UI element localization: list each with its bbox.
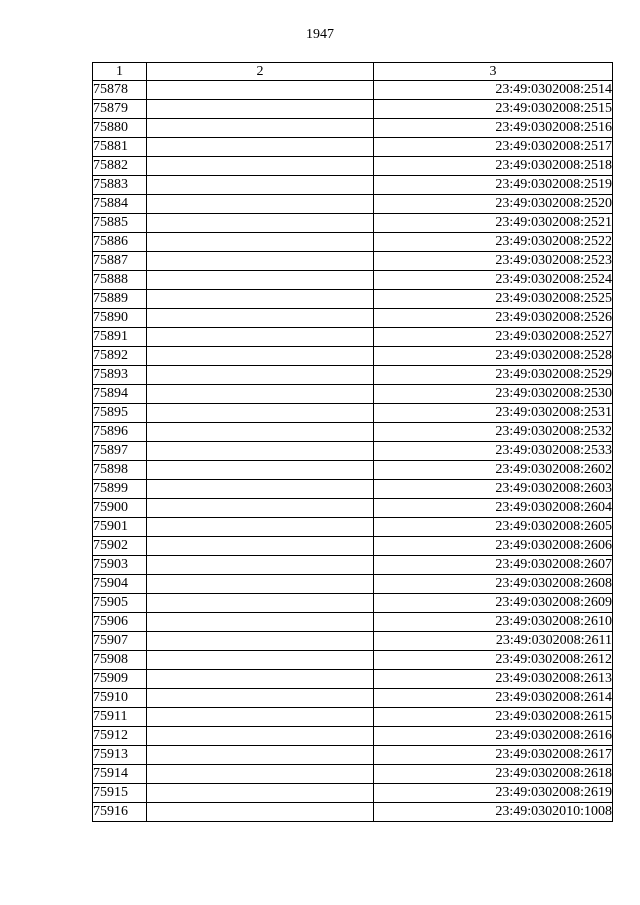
row-number-cell: 75904 bbox=[93, 575, 147, 594]
table-row bbox=[93, 765, 613, 784]
table-row bbox=[93, 480, 613, 499]
table-row bbox=[93, 423, 613, 442]
table-row bbox=[93, 575, 613, 594]
row-number-cell: 75891 bbox=[93, 328, 147, 347]
row-blank-cell bbox=[147, 632, 374, 651]
row-blank-cell bbox=[147, 575, 374, 594]
row-number-cell: 75879 bbox=[93, 100, 147, 119]
cadastral-number-cell: 23:49:0302008:2522 bbox=[374, 233, 613, 252]
row-blank-cell bbox=[147, 119, 374, 138]
table-row bbox=[93, 176, 613, 195]
row-blank-cell bbox=[147, 556, 374, 575]
table-row bbox=[93, 613, 613, 632]
row-number-cell: 75907 bbox=[93, 632, 147, 651]
row-number-cell: 75885 bbox=[93, 214, 147, 233]
table-row bbox=[93, 404, 613, 423]
row-number-cell: 75905 bbox=[93, 594, 147, 613]
table-row bbox=[93, 784, 613, 803]
row-number-cell: 75889 bbox=[93, 290, 147, 309]
table-row bbox=[93, 651, 613, 670]
row-blank-cell bbox=[147, 328, 374, 347]
row-blank-cell bbox=[147, 689, 374, 708]
row-number-cell: 75915 bbox=[93, 784, 147, 803]
row-number-cell: 75882 bbox=[93, 157, 147, 176]
row-number-cell: 75901 bbox=[93, 518, 147, 537]
row-number-cell: 75880 bbox=[93, 119, 147, 138]
row-blank-cell bbox=[147, 518, 374, 537]
cadastral-number-cell: 23:49:0302008:2524 bbox=[374, 271, 613, 290]
cadastral-number-cell: 23:49:0302008:2520 bbox=[374, 195, 613, 214]
row-number-cell: 75898 bbox=[93, 461, 147, 480]
cadastral-number-cell: 23:49:0302008:2604 bbox=[374, 499, 613, 518]
row-blank-cell bbox=[147, 651, 374, 670]
cadastral-number-cell: 23:49:0302008:2618 bbox=[374, 765, 613, 784]
row-number-cell: 75895 bbox=[93, 404, 147, 423]
cadastral-number-cell: 23:49:0302008:2611 bbox=[374, 632, 613, 651]
row-blank-cell bbox=[147, 290, 374, 309]
row-number-cell: 75878 bbox=[93, 81, 147, 100]
row-number-cell: 75896 bbox=[93, 423, 147, 442]
row-number-cell: 75903 bbox=[93, 556, 147, 575]
cadastral-number-cell: 23:49:0302008:2612 bbox=[374, 651, 613, 670]
row-number-cell: 75893 bbox=[93, 366, 147, 385]
cadastral-number-cell: 23:49:0302008:2605 bbox=[374, 518, 613, 537]
row-blank-cell bbox=[147, 404, 374, 423]
cadastral-number-cell: 23:49:0302008:2515 bbox=[374, 100, 613, 119]
table-row bbox=[93, 290, 613, 309]
row-number-cell: 75887 bbox=[93, 252, 147, 271]
cadastral-number-cell: 23:49:0302008:2616 bbox=[374, 727, 613, 746]
table-row bbox=[93, 670, 613, 689]
row-blank-cell bbox=[147, 138, 374, 157]
table-row bbox=[93, 632, 613, 651]
table-row bbox=[93, 708, 613, 727]
column-header-1: 1 bbox=[93, 63, 147, 81]
row-number-cell: 75894 bbox=[93, 385, 147, 404]
table-row bbox=[93, 499, 613, 518]
row-number-cell: 75890 bbox=[93, 309, 147, 328]
row-number-cell: 75916 bbox=[93, 803, 147, 822]
table-row bbox=[93, 803, 613, 822]
table-row bbox=[93, 252, 613, 271]
table-row bbox=[93, 385, 613, 404]
row-number-cell: 75912 bbox=[93, 727, 147, 746]
table-row bbox=[93, 347, 613, 366]
row-number-cell: 75908 bbox=[93, 651, 147, 670]
table-row bbox=[93, 594, 613, 613]
cadastral-number-cell: 23:49:0302008:2606 bbox=[374, 537, 613, 556]
row-blank-cell bbox=[147, 480, 374, 499]
cadastral-number-cell: 23:49:0302008:2516 bbox=[374, 119, 613, 138]
row-blank-cell bbox=[147, 594, 374, 613]
header-row bbox=[93, 63, 613, 81]
row-number-cell: 75884 bbox=[93, 195, 147, 214]
cadastral-number-cell: 23:49:0302008:2528 bbox=[374, 347, 613, 366]
cadastral-number-cell: 23:49:0302008:2530 bbox=[374, 385, 613, 404]
table-row bbox=[93, 157, 613, 176]
row-number-cell: 75892 bbox=[93, 347, 147, 366]
row-blank-cell bbox=[147, 708, 374, 727]
cadastral-number-cell: 23:49:0302008:2531 bbox=[374, 404, 613, 423]
table-row bbox=[93, 328, 613, 347]
cadastral-number-cell: 23:49:0302008:2610 bbox=[374, 613, 613, 632]
cadastral-number-cell: 23:49:0302008:2614 bbox=[374, 689, 613, 708]
row-blank-cell bbox=[147, 784, 374, 803]
cadastral-number-cell: 23:49:0302008:2523 bbox=[374, 252, 613, 271]
row-number-cell: 75909 bbox=[93, 670, 147, 689]
cadastral-number-cell: 23:49:0302008:2608 bbox=[374, 575, 613, 594]
row-blank-cell bbox=[147, 309, 374, 328]
row-blank-cell bbox=[147, 214, 374, 233]
table-row bbox=[93, 81, 613, 100]
cadastral-number-cell: 23:49:0302008:2603 bbox=[374, 480, 613, 499]
row-number-cell: 75902 bbox=[93, 537, 147, 556]
table-row bbox=[93, 138, 613, 157]
table-row bbox=[93, 100, 613, 119]
table-row bbox=[93, 195, 613, 214]
row-blank-cell bbox=[147, 176, 374, 195]
cadastral-number-cell: 23:49:0302008:2602 bbox=[374, 461, 613, 480]
cadastral-number-cell: 23:49:0302008:2613 bbox=[374, 670, 613, 689]
row-number-cell: 75911 bbox=[93, 708, 147, 727]
table-row bbox=[93, 271, 613, 290]
cadastral-number-cell: 23:49:0302008:2518 bbox=[374, 157, 613, 176]
cadastral-number-cell: 23:49:0302008:2525 bbox=[374, 290, 613, 309]
table-row bbox=[93, 518, 613, 537]
row-number-cell: 75899 bbox=[93, 480, 147, 499]
row-blank-cell bbox=[147, 233, 374, 252]
row-blank-cell bbox=[147, 347, 374, 366]
row-blank-cell bbox=[147, 442, 374, 461]
row-blank-cell bbox=[147, 81, 374, 100]
row-blank-cell bbox=[147, 385, 374, 404]
table-row bbox=[93, 119, 613, 138]
cadastral-number-cell: 23:49:0302008:2533 bbox=[374, 442, 613, 461]
row-number-cell: 75883 bbox=[93, 176, 147, 195]
cadastral-number-cell: 23:49:0302008:2526 bbox=[374, 309, 613, 328]
cadastral-number-cell: 23:49:0302008:2607 bbox=[374, 556, 613, 575]
registry-table bbox=[92, 62, 613, 822]
row-blank-cell bbox=[147, 271, 374, 290]
row-blank-cell bbox=[147, 195, 374, 214]
row-blank-cell bbox=[147, 461, 374, 480]
cadastral-number-cell: 23:49:0302008:2529 bbox=[374, 366, 613, 385]
row-blank-cell bbox=[147, 727, 374, 746]
table-body bbox=[93, 81, 613, 822]
table-row bbox=[93, 746, 613, 765]
row-blank-cell bbox=[147, 670, 374, 689]
row-blank-cell bbox=[147, 423, 374, 442]
table-row bbox=[93, 461, 613, 480]
cadastral-number-cell: 23:49:0302008:2517 bbox=[374, 138, 613, 157]
row-blank-cell bbox=[147, 252, 374, 271]
row-blank-cell bbox=[147, 100, 374, 119]
page-number: 1947 bbox=[306, 27, 334, 42]
column-header-2: 2 bbox=[147, 63, 374, 81]
row-number-cell: 75906 bbox=[93, 613, 147, 632]
table-row bbox=[93, 442, 613, 461]
cadastral-number-cell: 23:49:0302010:1008 bbox=[374, 803, 613, 822]
row-blank-cell bbox=[147, 499, 374, 518]
cadastral-number-cell: 23:49:0302008:2609 bbox=[374, 594, 613, 613]
row-number-cell: 75881 bbox=[93, 138, 147, 157]
table-row bbox=[93, 309, 613, 328]
row-number-cell: 75914 bbox=[93, 765, 147, 784]
row-blank-cell bbox=[147, 157, 374, 176]
table-row bbox=[93, 366, 613, 385]
row-number-cell: 75888 bbox=[93, 271, 147, 290]
table-row bbox=[93, 214, 613, 233]
row-number-cell: 75886 bbox=[93, 233, 147, 252]
cadastral-number-cell: 23:49:0302008:2519 bbox=[374, 176, 613, 195]
row-number-cell: 75897 bbox=[93, 442, 147, 461]
cadastral-number-cell: 23:49:0302008:2521 bbox=[374, 214, 613, 233]
row-blank-cell bbox=[147, 537, 374, 556]
row-number-cell: 75900 bbox=[93, 499, 147, 518]
column-header-3: 3 bbox=[374, 63, 613, 81]
row-blank-cell bbox=[147, 366, 374, 385]
row-number-cell: 75910 bbox=[93, 689, 147, 708]
table-row bbox=[93, 556, 613, 575]
row-blank-cell bbox=[147, 803, 374, 822]
row-blank-cell bbox=[147, 746, 374, 765]
cadastral-number-cell: 23:49:0302008:2617 bbox=[374, 746, 613, 765]
cadastral-number-cell: 23:49:0302008:2527 bbox=[374, 328, 613, 347]
cadastral-number-cell: 23:49:0302008:2619 bbox=[374, 784, 613, 803]
row-number-cell: 75913 bbox=[93, 746, 147, 765]
table-row bbox=[93, 233, 613, 252]
cadastral-number-cell: 23:49:0302008:2615 bbox=[374, 708, 613, 727]
row-blank-cell bbox=[147, 765, 374, 784]
cadastral-number-cell: 23:49:0302008:2532 bbox=[374, 423, 613, 442]
cadastral-number-cell: 23:49:0302008:2514 bbox=[374, 81, 613, 100]
table-row bbox=[93, 537, 613, 556]
table-row bbox=[93, 689, 613, 708]
row-blank-cell bbox=[147, 613, 374, 632]
table-row bbox=[93, 727, 613, 746]
